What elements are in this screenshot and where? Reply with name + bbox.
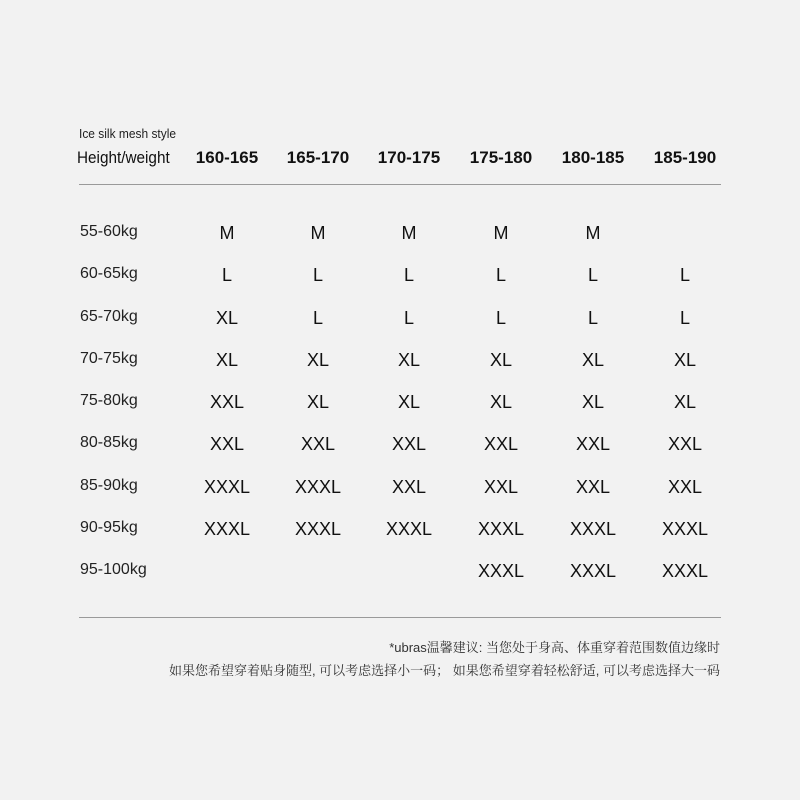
header-height-5: 180-185 bbox=[561, 148, 625, 167]
size-cell: M bbox=[219, 223, 235, 243]
header-height-2: 165-170 bbox=[286, 148, 350, 167]
size-cell: XL bbox=[215, 307, 239, 328]
size-cell: XL bbox=[581, 392, 605, 413]
style-label: Ice silk mesh style bbox=[79, 126, 177, 141]
size-cell: XXL bbox=[575, 476, 611, 497]
size-cell: L bbox=[312, 265, 323, 286]
size-cell: XXL bbox=[391, 476, 427, 497]
size-cell: L bbox=[495, 307, 506, 328]
table-row bbox=[0, 348, 800, 390]
size-cell: XXL bbox=[483, 434, 519, 455]
size-cell: XXXL bbox=[385, 519, 433, 540]
row-weight-label: 60-65kg bbox=[80, 265, 138, 283]
size-cell: XXXL bbox=[203, 476, 251, 497]
row-weight-label: 80-85kg bbox=[80, 434, 138, 452]
size-cell: XXXL bbox=[294, 476, 342, 497]
table-row bbox=[0, 432, 800, 474]
size-cell: XL bbox=[306, 392, 330, 413]
header-divider bbox=[79, 184, 721, 185]
table-row bbox=[0, 559, 800, 601]
size-cell: XL bbox=[581, 349, 605, 370]
size-cell: XXXL bbox=[477, 519, 525, 540]
row-weight-label: 55-60kg bbox=[80, 223, 138, 240]
row-weight-label: 75-80kg bbox=[80, 392, 138, 410]
size-cell: XXL bbox=[667, 476, 703, 497]
size-cell: XL bbox=[489, 349, 513, 370]
row-weight-label: 90-95kg bbox=[80, 519, 138, 537]
size-cell: L bbox=[587, 307, 598, 328]
size-cell: L bbox=[403, 265, 414, 286]
size-cell: L bbox=[679, 307, 690, 328]
size-cell: XL bbox=[397, 392, 421, 413]
size-cell: M bbox=[493, 223, 509, 243]
size-cell: XL bbox=[673, 349, 697, 370]
size-cell: XXL bbox=[667, 434, 703, 455]
table-row bbox=[0, 221, 800, 263]
size-cell: XL bbox=[306, 349, 330, 370]
row-weight-label: 70-75kg bbox=[80, 349, 138, 367]
size-cell: XXL bbox=[209, 434, 245, 455]
footer-divider bbox=[79, 617, 721, 618]
size-advice-note-line-2: 如果您希望穿着贴身随型, 可以考虑选择小一码； 如果您希望穿着轻松舒适, 可以考虑选择大一码 bbox=[168, 663, 720, 678]
size-cell: XXXL bbox=[477, 561, 525, 582]
header-height-3: 170-175 bbox=[377, 148, 441, 167]
size-cell: M bbox=[585, 223, 601, 243]
size-cell: L bbox=[221, 265, 232, 286]
row-weight-label: 65-70kg bbox=[80, 307, 138, 325]
size-cell: L bbox=[679, 265, 690, 286]
size-cell: XXL bbox=[483, 476, 519, 497]
size-cell: XXXL bbox=[203, 519, 251, 540]
table-row bbox=[0, 517, 800, 559]
table-body bbox=[0, 221, 800, 602]
table-row bbox=[0, 306, 800, 348]
size-cell: XXXL bbox=[569, 519, 617, 540]
header-height-1: 160-165 bbox=[195, 148, 259, 167]
table-row bbox=[0, 263, 800, 305]
size-cell: XL bbox=[673, 392, 697, 413]
size-cell: XXL bbox=[300, 434, 336, 455]
size-cell: XL bbox=[215, 349, 239, 370]
size-cell: L bbox=[495, 265, 506, 286]
size-cell: XXXL bbox=[661, 519, 709, 540]
header-height-6: 185-190 bbox=[653, 148, 717, 167]
size-cell: L bbox=[587, 265, 598, 286]
header-label: Height/weight bbox=[77, 148, 170, 167]
size-cell: M bbox=[310, 223, 326, 243]
size-cell: XL bbox=[489, 392, 513, 413]
table-header-row bbox=[0, 148, 800, 172]
size-cell: XXXL bbox=[569, 561, 617, 582]
size-cell: L bbox=[403, 307, 414, 328]
row-weight-label: 85-90kg bbox=[80, 476, 138, 494]
table-row bbox=[0, 475, 800, 517]
size-cell: XL bbox=[397, 349, 421, 370]
size-cell: XXXL bbox=[661, 561, 709, 582]
table-row bbox=[0, 390, 800, 432]
size-cell: XXL bbox=[209, 392, 245, 413]
size-cell: XXL bbox=[391, 434, 427, 455]
size-cell: XXXL bbox=[294, 519, 342, 540]
size-cell: M bbox=[401, 223, 417, 243]
size-cell: L bbox=[312, 307, 323, 328]
size-advice-note-line-1: *ubras温馨建议: 当您处于身高、体重穿着范围数值边缘时 bbox=[389, 640, 720, 655]
size-cell: XXL bbox=[575, 434, 611, 455]
header-height-4: 175-180 bbox=[469, 148, 533, 167]
row-weight-label: 95-100kg bbox=[80, 561, 147, 579]
